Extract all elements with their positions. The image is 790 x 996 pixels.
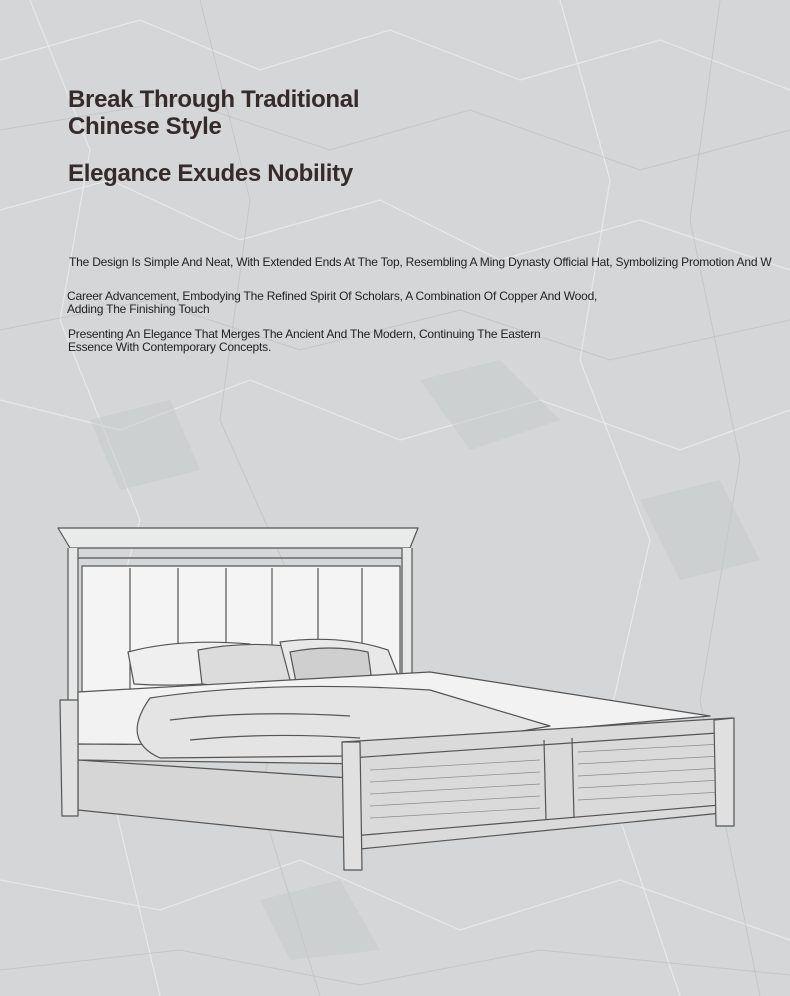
description-paragraph-1: The Design Is Simple And Neat, With Extended Ends At The Top, Resembling A Ming Dynasty Official Hat, Symbolizing Promotion And W bbox=[69, 255, 772, 269]
heading-traditional-style: Break Through Traditional Chinese Style bbox=[68, 86, 360, 140]
description-paragraph-3: Presenting An Elegance That Merges The Ancient And The Modern, Continuing The Eastern Essence With Contemporary Concepts. bbox=[68, 327, 541, 354]
description-paragraph-2: Career Advancement, Embodying The Refined Spirit Of Scholars, A Combination Of Copper And Wood, Adding The Finishing Touch bbox=[67, 289, 598, 316]
heading-elegance: Elegance Exudes Nobility bbox=[68, 160, 353, 187]
bed-sketch-image bbox=[50, 520, 750, 880]
